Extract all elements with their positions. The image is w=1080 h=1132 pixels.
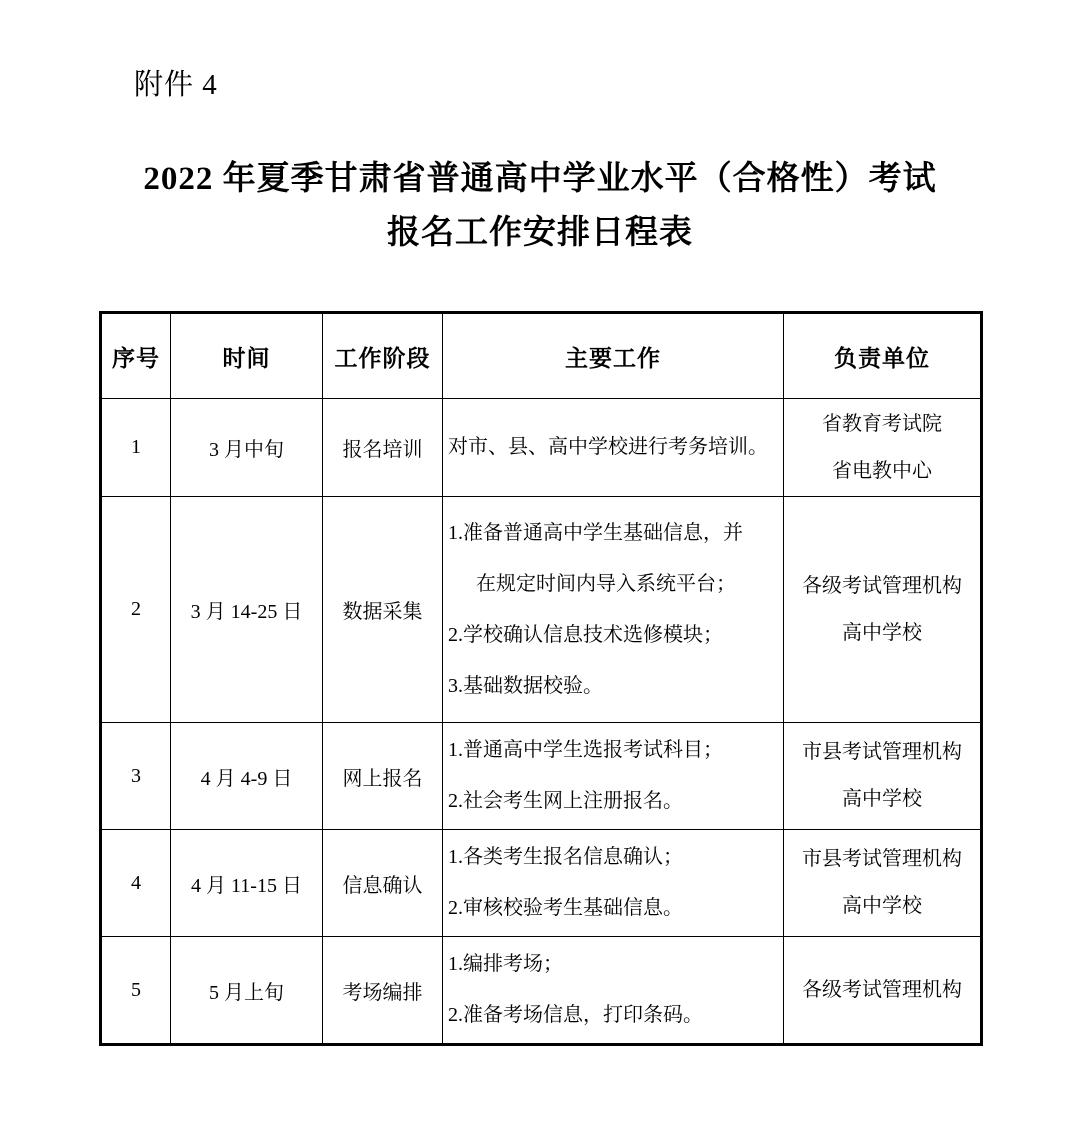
cell-units bbox=[784, 723, 982, 830]
header-row bbox=[101, 313, 982, 399]
cell-no: 1 bbox=[101, 399, 171, 497]
header-cell-time: 时间 bbox=[171, 313, 323, 399]
task-line: 1.普通高中学生选报考试科目； bbox=[448, 739, 723, 761]
document-title bbox=[0, 152, 1080, 260]
cell-no: 3 bbox=[101, 723, 171, 830]
table-row bbox=[101, 723, 982, 830]
task-line: 2.审核校验考生基础信息。 bbox=[448, 897, 683, 919]
cell-units bbox=[784, 830, 982, 937]
schedule-table-body bbox=[101, 399, 982, 1045]
table-row bbox=[101, 937, 982, 1045]
task-line: 对市、县、高中学校进行考务培训。 bbox=[448, 436, 768, 458]
unit-line: 高中学校 bbox=[842, 788, 922, 810]
unit-line: 省教育考试院 bbox=[822, 412, 942, 435]
header-cell-phase: 工作阶段 bbox=[323, 313, 443, 399]
schedule-table bbox=[99, 311, 983, 1046]
cell-time: 4 月 11-15 日 bbox=[171, 830, 323, 937]
cell-tasks bbox=[443, 497, 784, 723]
table-row bbox=[101, 830, 982, 937]
cell-phase: 信息确认 bbox=[323, 830, 443, 937]
unit-line: 各级考试管理机构 bbox=[802, 574, 962, 597]
task-line: 2.社会考生网上注册报名。 bbox=[448, 790, 683, 812]
cell-no: 4 bbox=[101, 830, 171, 937]
cell-no: 5 bbox=[101, 937, 171, 1045]
cell-time: 3 月 14-25 日 bbox=[171, 497, 323, 723]
title-line-2: 报名工作安排日程表 bbox=[387, 215, 693, 251]
cell-units bbox=[784, 497, 982, 723]
header-cell-tasks: 主要工作 bbox=[443, 313, 784, 399]
cell-tasks bbox=[443, 830, 784, 937]
task-line: 3.基础数据校验。 bbox=[448, 674, 603, 697]
table-row bbox=[101, 399, 982, 497]
cell-phase: 网上报名 bbox=[323, 723, 443, 830]
header-cell-units: 负责单位 bbox=[784, 313, 982, 399]
unit-line: 市县考试管理机构 bbox=[802, 741, 962, 763]
cell-time: 4 月 4-9 日 bbox=[171, 723, 323, 830]
header-cell-no: 序号 bbox=[101, 313, 171, 399]
title-line-1: 2022 年夏季甘肃省普通高中学业水平（合格性）考试 bbox=[143, 161, 937, 197]
unit-line: 各级考试管理机构 bbox=[802, 978, 962, 1001]
cell-tasks bbox=[443, 937, 784, 1045]
task-line: 1.各类考生报名信息确认； bbox=[448, 846, 683, 868]
cell-phase: 考场编排 bbox=[323, 937, 443, 1045]
task-line: 1.编排考场； bbox=[448, 953, 563, 975]
cell-tasks bbox=[443, 723, 784, 830]
cell-units bbox=[784, 937, 982, 1045]
cell-time: 5 月上旬 bbox=[171, 937, 323, 1045]
unit-line: 市县考试管理机构 bbox=[802, 848, 962, 870]
attachment-label: 附件 4 bbox=[134, 69, 218, 101]
unit-line: 省电教中心 bbox=[832, 459, 932, 482]
cell-tasks bbox=[443, 399, 784, 497]
table-row bbox=[101, 497, 982, 723]
task-line: 2.准备考场信息，打印条码。 bbox=[448, 1004, 703, 1026]
task-line: 1.准备普通高中学生基础信息，并 bbox=[448, 521, 743, 544]
cell-no: 2 bbox=[101, 497, 171, 723]
cell-time: 3 月中旬 bbox=[171, 399, 323, 497]
task-line: 2.学校确认信息技术选修模块； bbox=[448, 623, 723, 646]
cell-phase: 数据采集 bbox=[323, 497, 443, 723]
cell-units bbox=[784, 399, 982, 497]
unit-line: 高中学校 bbox=[842, 621, 922, 644]
cell-phase: 报名培训 bbox=[323, 399, 443, 497]
unit-line: 高中学校 bbox=[842, 895, 922, 917]
task-line: 在规定时间内导入系统平台； bbox=[476, 572, 736, 595]
